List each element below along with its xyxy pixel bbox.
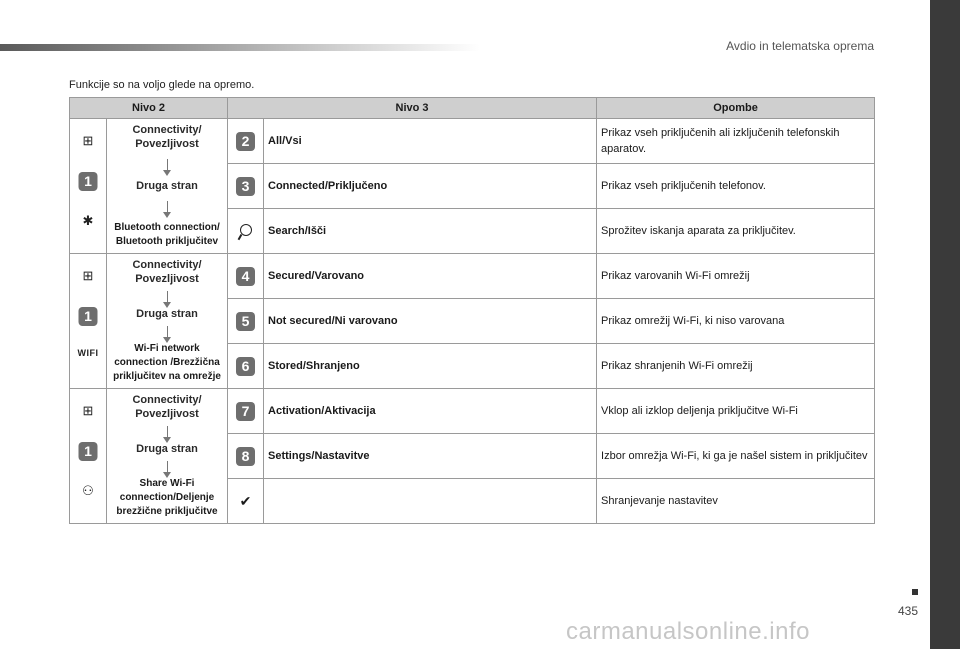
level3-icon-cell [228, 479, 264, 524]
header-notes: Opombe [597, 98, 875, 119]
arrow-down-icon [167, 426, 168, 438]
page-marker [912, 589, 918, 595]
level3-icon-cell [228, 209, 264, 254]
note: Shranjevanje nastavitev [597, 479, 875, 524]
level2-cell [107, 254, 228, 389]
level2-sub: Share Wi-Fi connection/Deljenje brezžične priključitve [116, 478, 218, 517]
arrow-down-icon [167, 326, 168, 338]
level1-icons [70, 389, 107, 524]
level2-title: Connectivity/ Povezljivost [132, 394, 202, 420]
level2-cell [107, 119, 228, 254]
note: Sprožitev iskanja aparata za priključitev. [597, 209, 875, 254]
level1-badge: 1 [79, 172, 98, 191]
level1-badge: 1 [79, 442, 98, 461]
level3-badge-cell [228, 389, 264, 434]
menu-table [69, 97, 875, 524]
note: Prikaz vseh priključenih telefonov. [597, 164, 875, 209]
level2-title: Connectivity/ Povezljivost [132, 259, 202, 285]
watermark: carmanualsonline.info [566, 618, 810, 645]
check-icon: ✔ [239, 492, 252, 509]
grid-icon: ⊞ [82, 133, 94, 148]
grid-icon: ⊞ [82, 403, 94, 418]
arrow-down-icon [167, 291, 168, 303]
share-icon: ⚇ [82, 483, 94, 498]
header-level3: Nivo 3 [228, 98, 597, 119]
level3-label: All/Vsi [264, 119, 597, 164]
level1-badge: 1 [79, 307, 98, 326]
level2-sub: Wi-Fi network connection /Brezžična priključitev na omrežje [113, 343, 221, 382]
level1-icons [70, 254, 107, 389]
intro-text: Funkcije so na voljo glede na opremo. [69, 79, 255, 91]
level2-cell [107, 389, 228, 524]
grid-icon: ⊞ [82, 268, 94, 283]
note: Prikaz varovanih Wi-Fi omrežij [597, 254, 875, 299]
level2-sub: Bluetooth connection/ Bluetooth priključitev [114, 222, 220, 247]
page-number: 435 [897, 604, 918, 618]
wifi-icon: WIFI [77, 348, 99, 358]
note: Izbor omrežja Wi-Fi, ki ga je našel sistem in priključitev [597, 434, 875, 479]
level3-badge: 5 [236, 312, 255, 331]
note: Prikaz vseh priključenih ali izključenih telefonskih aparatov. [597, 119, 875, 164]
level3-badge-cell [228, 434, 264, 479]
level3-badge-cell [228, 344, 264, 389]
level3-badge: 8 [236, 447, 255, 466]
level3-badge-cell [228, 119, 264, 164]
note: Prikaz shranjenih Wi-Fi omrežij [597, 344, 875, 389]
level2-page: Druga stran [136, 443, 198, 455]
level3-label: Settings/Nastavitve [264, 434, 597, 479]
side-tab [930, 0, 960, 649]
bluetooth-icon: ✱ [82, 213, 94, 228]
arrow-down-icon [167, 159, 168, 171]
section-title: Avdio in telematska oprema [726, 39, 874, 53]
level3-badge: 4 [236, 267, 255, 286]
level3-label: Secured/Varovano [264, 254, 597, 299]
arrow-down-icon [167, 461, 168, 473]
arrow-down-icon [167, 201, 168, 213]
level3-label: Not secured/Ni varovano [264, 299, 597, 344]
level1-icons [70, 119, 107, 254]
level3-label [264, 479, 597, 524]
header-gradient-bar [0, 44, 480, 51]
level3-badge: 2 [236, 132, 255, 151]
level3-badge-cell [228, 164, 264, 209]
level2-page: Druga stran [136, 308, 198, 320]
level3-label: Stored/Shranjeno [264, 344, 597, 389]
note: Prikaz omrežij Wi-Fi, ki niso varovana [597, 299, 875, 344]
level3-badge-cell [228, 254, 264, 299]
level3-badge: 6 [236, 357, 255, 376]
level3-badge: 7 [236, 402, 255, 421]
level2-page: Druga stran [136, 180, 198, 192]
level3-badge-cell [228, 299, 264, 344]
level3-label: Connected/Priključeno [264, 164, 597, 209]
level3-label: Search/Išči [264, 209, 597, 254]
level3-label: Activation/Aktivacija [264, 389, 597, 434]
note: Vklop ali izklop deljenja priključitve Wi-Fi [597, 389, 875, 434]
level2-title: Connectivity/ Povezljivost [132, 124, 202, 150]
search-icon [240, 224, 252, 236]
level3-badge: 3 [236, 177, 255, 196]
header-level2: Nivo 2 [70, 98, 228, 119]
